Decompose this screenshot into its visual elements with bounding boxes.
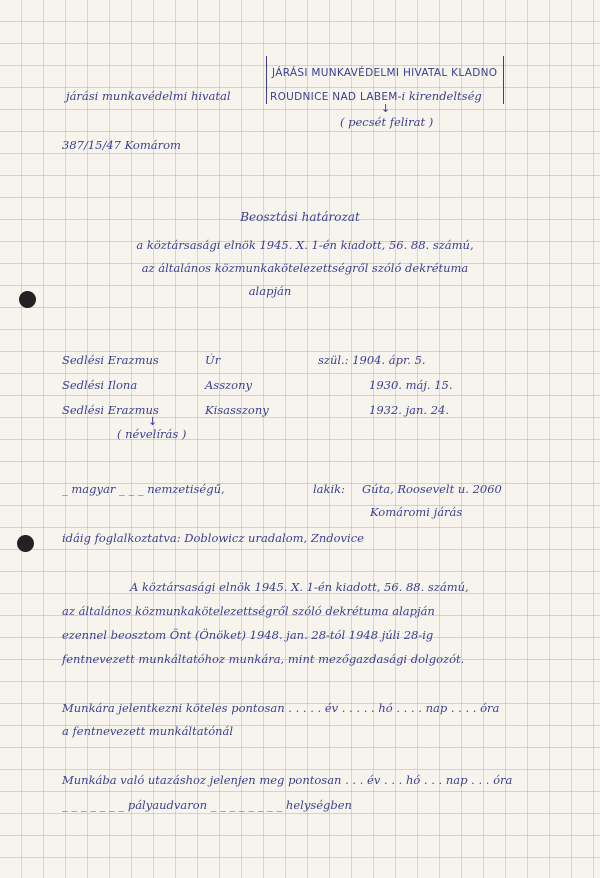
person-name: Sedlési Erazmus: [62, 353, 159, 367]
report-line-1: Munkára jelentkezni köteles pontosan . . . . . év . . . . . hó . . . . nap . . . . óra: [62, 701, 500, 715]
binder-hole-bottom: [17, 535, 34, 552]
person-birth: 1930. máj. 15.: [369, 378, 453, 392]
residence-label: lakik:: [313, 482, 346, 496]
binder-hole-top: [19, 291, 36, 308]
office-suffix: -i kirendeltség: [397, 89, 482, 103]
office-heading-right-line2: [270, 89, 482, 104]
person-title: Asszony: [205, 378, 252, 392]
nationality-line: _ magyar _ _ _ nemzetiségű,: [62, 482, 225, 496]
employment-line: idáig foglalkoztatva: Doblowicz uradalom, Zndovice: [62, 531, 364, 545]
report-line-2: a fentnevezett munkáltatónál: [62, 724, 234, 738]
office-heading-right-line1: JÁRÁSI MUNKAVÉDELMI HIVATAL KLADNO: [272, 67, 498, 79]
stamp-note: ( pecsét felirat ): [340, 115, 434, 129]
reference-number: 387/15/47 Komárom: [62, 138, 181, 152]
travel-line-1: Munkába való utazáshoz jelenjen meg pontosan . . . év . . . hó . . . nap . . . óra: [62, 773, 513, 787]
title-line-2: az általános közmunkakötelezettségről szóló dekrétuma: [141, 261, 469, 275]
arrow-down-icon: ↓: [148, 415, 158, 428]
person-birth: 1932. jan. 24.: [369, 403, 450, 417]
person-name: Sedlési Ilona: [62, 378, 138, 392]
residence-value: Gúta, Roosevelt u. 2060: [362, 482, 502, 496]
person-birth: szül.: 1904. ápr. 5.: [318, 353, 426, 367]
persons-note: ( névelírás ): [117, 427, 187, 441]
person-title: Úr: [205, 353, 221, 367]
title-line-1: a köztársasági elnök 1945. X. 1-én kiadott, 56. 88. számú,: [136, 238, 474, 252]
office-heading-left: járási munkavédelmi hivatal: [66, 89, 231, 103]
person-name: Sedlési Erazmus: [62, 403, 159, 417]
title-line-3: alapján: [248, 284, 292, 298]
document-title: Beosztási határozat: [240, 210, 360, 224]
district: Komáromi járás: [370, 505, 463, 519]
office-town: ROUDNICE NAD LABEM: [270, 91, 398, 103]
arrow-down-icon: ↓: [381, 102, 391, 115]
body-line-4: fentnevezett munkáltatóhoz munkára, mint mezőgazdasági dolgozót.: [62, 652, 465, 666]
body-line-2: az általános közmunkakötelezettségről szóló dekrétuma alapján: [62, 604, 435, 618]
body-line-1: A köztársasági elnök 1945. X. 1-én kiadott, 56. 88. számú,: [130, 580, 469, 594]
travel-line-2: _ _ _ _ _ _ _ pályaudvaron _ _ _ _ _ _ _ _ helységben: [62, 798, 352, 812]
person-title: Kisasszony: [205, 403, 269, 417]
body-line-3: ezennel beosztom Önt (Önöket) 1948. jan. 28-tól 1948 júli 28-ig: [62, 628, 434, 642]
